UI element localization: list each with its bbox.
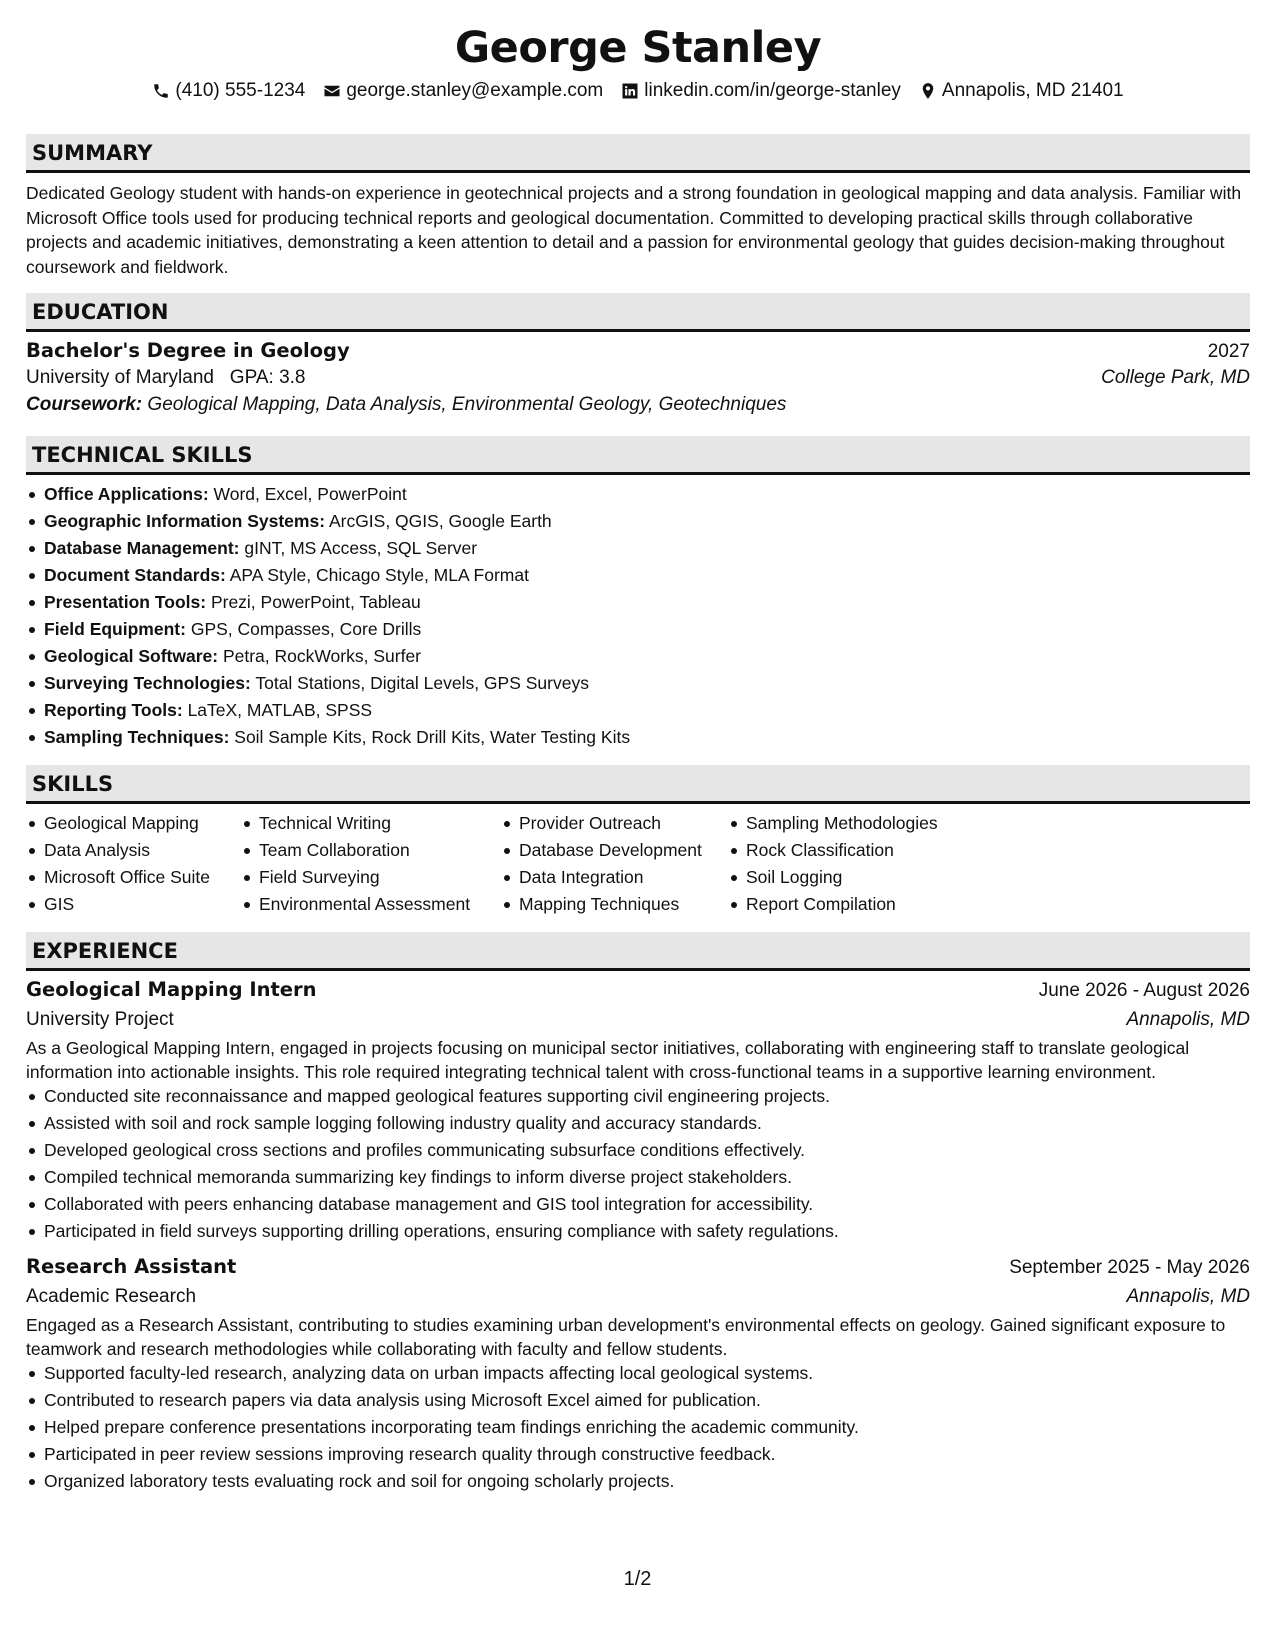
experience-entry: [26, 1255, 1250, 1495]
list-item: Technical Writing: [241, 810, 501, 837]
tech-skill-label: Sampling Techniques:: [44, 727, 230, 747]
job-organization: Academic Research: [26, 1286, 197, 1307]
list-item: Database Development: [501, 837, 728, 864]
tech-skill-value: Prezi, PowerPoint, Tableau: [210, 592, 421, 612]
list-item: Geological Mapping: [26, 810, 241, 837]
list-item: [26, 535, 1250, 562]
job-description: As a Geological Mapping Intern, engaged in projects focusing on municipal sector initiatives, collaborating with engineering staff to translate geological information into actionable insights. This role required integrating technical talent with cross-functional teams in a supportive learning environment.: [26, 1038, 1190, 1082]
list-item: [26, 508, 1250, 535]
coursework-line: [26, 394, 1250, 416]
map-pin-icon: [919, 82, 937, 100]
tech-skill-value: LaTeX, MATLAB, SPSS: [187, 700, 373, 720]
list-item: Data Integration: [501, 864, 728, 891]
list-item: Developed geological cross sections and profiles communicating subsurface conditions effectively.: [26, 1137, 1250, 1164]
list-item: [26, 481, 1250, 508]
list-item: Rock Classification: [728, 837, 988, 864]
school-line: [26, 367, 305, 389]
envelope-icon: [323, 82, 341, 100]
list-item: Environmental Assessment: [241, 891, 501, 918]
job-title: Geological Mapping Intern: [26, 978, 317, 1001]
education-heading: EDUCATION: [26, 293, 1250, 332]
tech-skill-label: Reporting Tools:: [44, 700, 183, 720]
list-item: Collaborated with peers enhancing database management and GIS tool integration for accessibility.: [26, 1191, 1250, 1218]
list-item: [26, 724, 1250, 751]
job-bullets: [26, 1360, 1250, 1495]
job-org-row: [26, 1009, 1250, 1031]
job-dates: June 2026 - August 2026: [1038, 980, 1250, 1001]
list-item: Field Surveying: [241, 864, 501, 891]
list-item: Sampling Methodologies: [728, 810, 988, 837]
tech-skill-value: gINT, MS Access, SQL Server: [244, 538, 478, 558]
technical-skills-heading: TECHNICAL SKILLS: [26, 436, 1250, 475]
list-item: Soil Logging: [728, 864, 988, 891]
job-title: Research Assistant: [26, 1255, 237, 1278]
contact-linkedin[interactable]: [621, 80, 901, 102]
list-item: Participated in field surveys supporting drilling operations, ensuring compliance with safety regulations.: [26, 1218, 1250, 1245]
tech-skill-value: APA Style, Chicago Style, MLA Format: [229, 565, 529, 585]
job-dates: September 2025 - May 2026: [1009, 1257, 1250, 1278]
list-item: Report Compilation: [728, 891, 988, 918]
tech-skill-label: Surveying Technologies:: [44, 673, 251, 693]
skills-heading: SKILLS: [26, 765, 1250, 804]
technical-skills-list: [26, 481, 1250, 751]
list-item: Supported faculty-led research, analyzing data on urban impacts affecting local geological systems.: [26, 1360, 1250, 1387]
list-item: Provider Outreach: [501, 810, 728, 837]
list-item: [26, 643, 1250, 670]
list-item: [26, 616, 1250, 643]
list-item: [26, 589, 1250, 616]
job-title-row: [26, 1255, 1250, 1279]
list-item: Conducted site reconnaissance and mapped geological features supporting civil engineering projects.: [26, 1083, 1250, 1110]
tech-skill-label: Office Applications:: [44, 484, 209, 504]
skills-column-4: [728, 810, 988, 918]
skills-column-1: [26, 810, 241, 918]
list-item: Participated in peer review sessions improving research quality through constructive feedback.: [26, 1441, 1250, 1468]
job-title-row: [26, 978, 1250, 1002]
list-item: Contributed to research papers via data analysis using Microsoft Excel aimed for publication.: [26, 1387, 1250, 1414]
job-org-row: [26, 1286, 1250, 1308]
skills-grid: [26, 810, 1250, 918]
tech-skill-label: Geographic Information Systems:: [44, 511, 326, 531]
linkedin-link[interactable]: linkedin.com/in/george-stanley: [644, 80, 901, 101]
list-item: Mapping Techniques: [501, 891, 728, 918]
school-name: University of Maryland: [26, 367, 214, 388]
skills-column-3: [501, 810, 728, 918]
list-item: Data Analysis: [26, 837, 241, 864]
tech-skill-label: Geological Software:: [44, 646, 219, 666]
tech-skill-value: Petra, RockWorks, Surfer: [222, 646, 422, 666]
list-item: Organized laboratory tests evaluating rock and soil for ongoing scholarly projects.: [26, 1468, 1250, 1495]
education-row-1: [26, 339, 1250, 363]
list-item: Compiled technical memoranda summarizing key findings to inform diverse project stakeholders.: [26, 1164, 1250, 1191]
contact-location: [919, 80, 1124, 102]
job-description: Engaged as a Research Assistant, contributing to studies examining urban development's environmental effects on geology. Gained significant exposure to teamwork and research methodologies while collaborating with faculty and fellow students.: [26, 1315, 1226, 1359]
education-row-2: [26, 367, 1250, 389]
candidate-name: George Stanley: [454, 23, 822, 73]
graduation-year: 2027: [1207, 341, 1250, 362]
job-location: Annapolis, MD: [1126, 1009, 1250, 1030]
job-organization: University Project: [26, 1009, 174, 1030]
tech-skill-value: ArcGIS, QGIS, Google Earth: [328, 511, 552, 531]
job-bullets: [26, 1083, 1250, 1245]
gpa: GPA: 3.8: [229, 367, 306, 388]
tech-skill-value: Word, Excel, PowerPoint: [213, 484, 407, 504]
tech-skill-value: GPS, Compasses, Core Drills: [190, 619, 422, 639]
resume-page: [26, 0, 1250, 1495]
coursework-list: Geological Mapping, Data Analysis, Environmental Geology, Geotechniques: [147, 394, 787, 415]
list-item: Team Collaboration: [241, 837, 501, 864]
email-link[interactable]: george.stanley@example.com: [346, 80, 604, 101]
tech-skill-label: Database Management:: [44, 538, 240, 558]
skills-column-2: [241, 810, 501, 918]
location-text: Annapolis, MD 21401: [941, 80, 1124, 101]
tech-skill-label: Field Equipment:: [44, 619, 186, 639]
job-location: Annapolis, MD: [1126, 1286, 1250, 1307]
tech-skill-label: Document Standards:: [44, 565, 226, 585]
contact-email[interactable]: [323, 80, 603, 102]
phone-icon: [152, 82, 170, 100]
list-item: [26, 670, 1250, 697]
list-item: Helped prepare conference presentations incorporating team findings enriching the academic community.: [26, 1414, 1250, 1441]
experience-entry: [26, 978, 1250, 1245]
coursework-label: Coursework:: [26, 394, 143, 415]
contact-bar: [26, 80, 1250, 102]
tech-skill-value: Soil Sample Kits, Rock Drill Kits, Water Testing Kits: [234, 727, 631, 747]
list-item: Assisted with soil and rock sample logging following industry quality and accuracy standards.: [26, 1110, 1250, 1137]
contact-phone: [152, 80, 305, 102]
list-item: Microsoft Office Suite: [26, 864, 241, 891]
summary-text: Dedicated Geology student with hands-on experience in geotechnical projects and a strong foundation in geological mapping and data analysis. Familiar with Microsoft Office tools used for producing technical reports and geological documentation. Committed to developing practical skills through collaborative projects and academic initiatives, demonstrating a keen attention to detail and a passion for environmental geology that guides decision-making throughout coursework and fieldwork.: [26, 183, 1242, 277]
degree-title: Bachelor's Degree in Geology: [26, 339, 350, 362]
list-item: GIS: [26, 891, 241, 918]
list-item: [26, 562, 1250, 589]
list-item: [26, 697, 1250, 724]
experience-heading: EXPERIENCE: [26, 932, 1250, 971]
tech-skill-value: Total Stations, Digital Levels, GPS Surveys: [255, 673, 589, 693]
tech-skill-label: Presentation Tools:: [44, 592, 207, 612]
page-number: 1/2: [623, 1568, 652, 1590]
linkedin-icon: [621, 82, 639, 100]
summary-heading: SUMMARY: [26, 134, 1250, 173]
phone-text: (410) 555-1234: [175, 80, 306, 101]
school-location: College Park, MD: [1101, 367, 1250, 388]
